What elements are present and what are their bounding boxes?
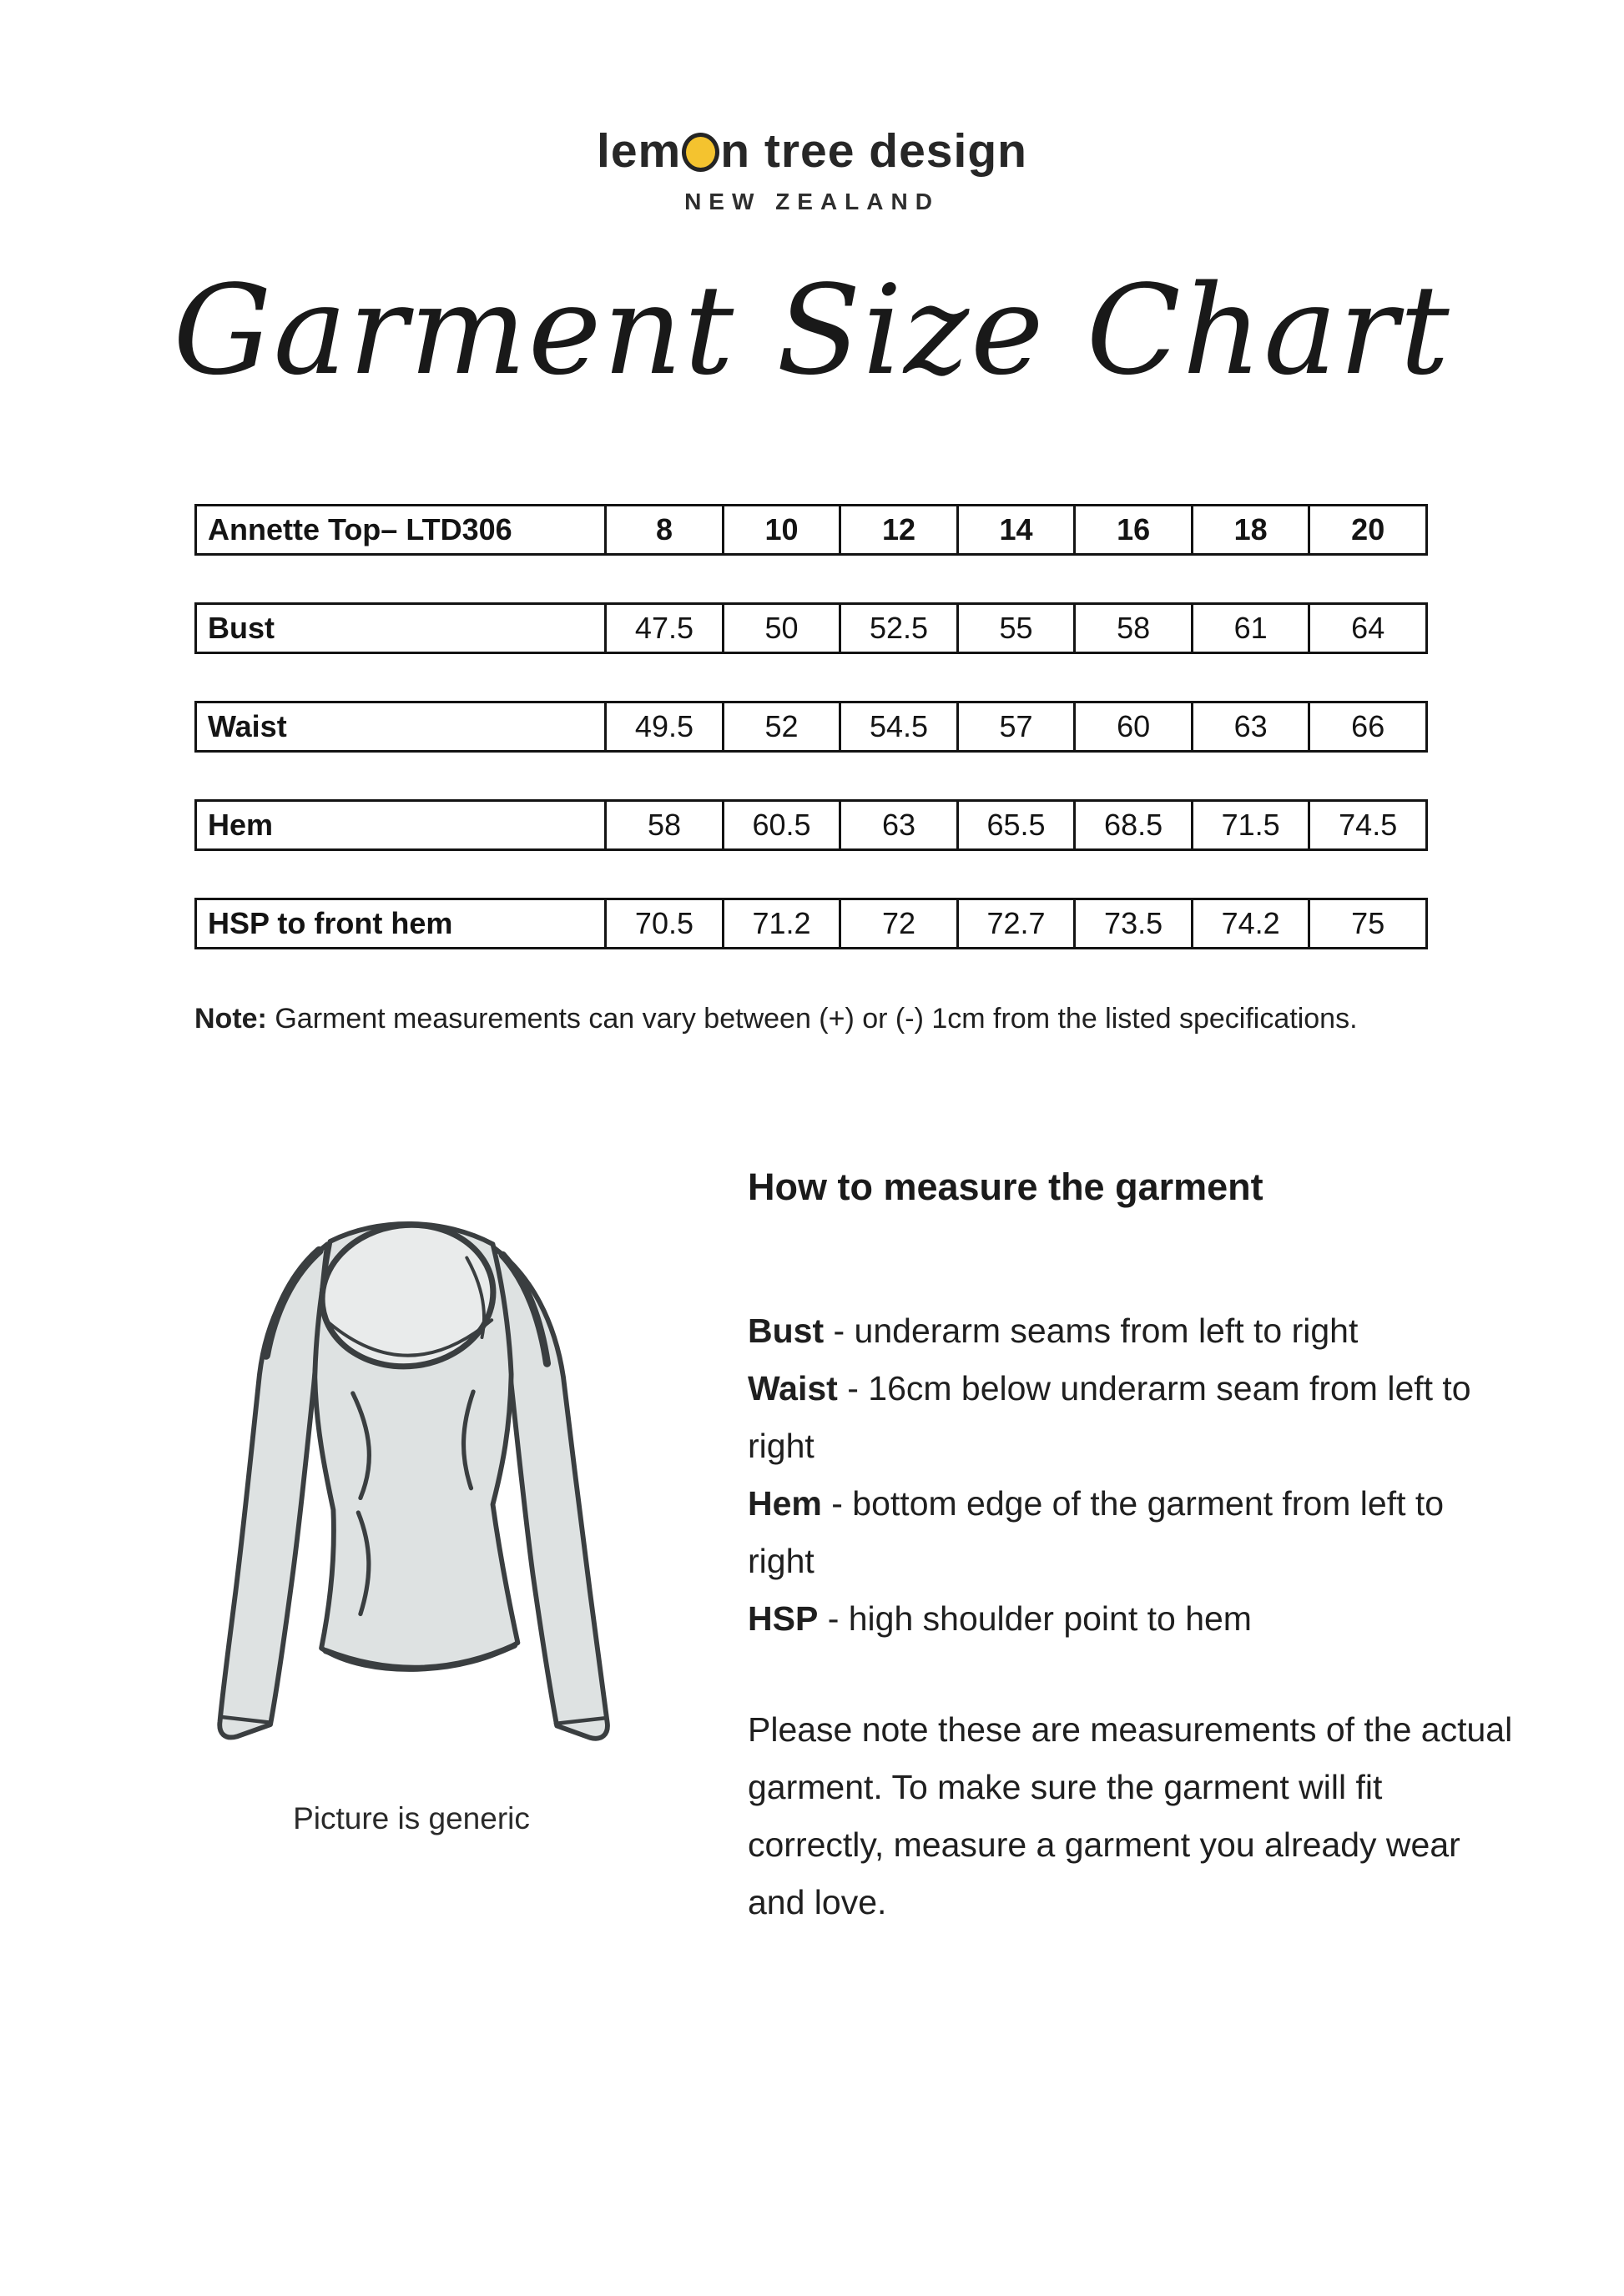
size-table-header-row [194, 504, 1428, 556]
measurement-cell: 72.7 [957, 899, 1075, 949]
size-table-section [194, 504, 1428, 949]
measure-term: Waist [748, 1369, 838, 1407]
measure-desc: - bottom edge of the garment from left to right [748, 1484, 1445, 1580]
measure-term: Hem [748, 1484, 822, 1523]
measurement-cell: 63 [1192, 702, 1309, 752]
measurement-cell: 66 [1309, 702, 1427, 752]
measurement-cell: 68.5 [1075, 801, 1193, 850]
measurement-cell: 74.2 [1192, 899, 1309, 949]
measurement-cell: 71.5 [1192, 801, 1309, 850]
size-table-row-waist [194, 701, 1428, 753]
size-column-header: 18 [1192, 506, 1309, 555]
brand-name [0, 123, 1624, 179]
size-table-row-bust [194, 602, 1428, 654]
row-label: HSP to front hem [208, 906, 453, 940]
measure-item-waist [748, 1369, 1471, 1465]
brand-name-suffix: n tree design [720, 124, 1027, 178]
measurement-cell: 73.5 [1075, 899, 1193, 949]
measure-item-bust [748, 1312, 1358, 1350]
measure-term: Bust [748, 1312, 825, 1350]
measurement-cell: 60.5 [723, 801, 840, 850]
measurement-cell: 49.5 [606, 702, 724, 752]
fit-note-paragraph: Please note these are measurements of the actual garment. To make sure the garment will fit correctly, measure a garment you already wear and love. [748, 1710, 1513, 1921]
measurement-cell: 63 [840, 801, 958, 850]
measurement-cell: 71.2 [723, 899, 840, 949]
measurement-cell: 58 [1075, 604, 1193, 653]
measure-desc: - high shoulder point to hem [818, 1599, 1252, 1638]
brand-country: NEW ZEALAND [684, 189, 940, 214]
size-column-header: 12 [840, 506, 958, 555]
measure-desc: - 16cm below underarm seam from left to right [748, 1369, 1471, 1465]
size-column-header: 16 [1075, 506, 1193, 555]
page-title: Garment Size Chart [173, 259, 1451, 402]
measurement-cell: 75 [1309, 899, 1427, 949]
measurement-cell: 61 [1192, 604, 1309, 653]
lemon-icon [682, 133, 719, 172]
measurement-cell: 55 [957, 604, 1075, 653]
brand-header [0, 0, 1624, 402]
measurement-cell: 74.5 [1309, 801, 1427, 850]
measure-item-hem [748, 1484, 1444, 1580]
size-column-header: 10 [723, 506, 840, 555]
measure-definition-list [748, 1302, 1516, 1648]
size-column-header: 20 [1309, 506, 1427, 555]
tolerance-note [194, 1003, 1624, 1035]
measurement-cell: 52 [723, 702, 840, 752]
measurement-cell: 65.5 [957, 801, 1075, 850]
illustration-caption: Picture is generic [293, 1801, 530, 1835]
measurement-cell: 54.5 [840, 702, 958, 752]
product-label: Annette Top– LTD306 [208, 512, 512, 546]
brand-name-prefix: lem [597, 124, 682, 178]
size-column-header: 14 [957, 506, 1075, 555]
size-table-row-hem [194, 799, 1428, 851]
measurement-cell: 64 [1309, 604, 1427, 653]
measure-desc: - underarm seams from left to right [824, 1312, 1359, 1350]
measurement-cell: 60 [1075, 702, 1193, 752]
garment-sketch-image [140, 1157, 683, 1781]
size-column-header: 8 [606, 506, 724, 555]
measurement-cell: 52.5 [840, 604, 958, 653]
measurement-cell: 72 [840, 899, 958, 949]
how-to-measure-heading: How to measure the garment [748, 1166, 1263, 1208]
measurement-cell: 50 [723, 604, 840, 653]
row-label: Hem [208, 808, 274, 842]
measurement-cell: 70.5 [606, 899, 724, 949]
measurement-cell: 57 [957, 702, 1075, 752]
bottom-section [124, 1157, 1591, 1931]
size-table-row-hsp [194, 898, 1428, 949]
garment-illustration [124, 1157, 699, 1836]
measure-item-hsp [748, 1599, 1252, 1638]
note-text: Garment measurements can vary between (+) or (-) 1cm from the listed specifications. [266, 1003, 1358, 1035]
measurement-cell: 47.5 [606, 604, 724, 653]
note-label: Note: [194, 1003, 267, 1035]
measurement-cell: 58 [606, 801, 724, 850]
how-to-measure-section [748, 1157, 1516, 1931]
measure-term: HSP [748, 1599, 819, 1638]
row-label: Bust [208, 611, 275, 645]
row-label: Waist [208, 709, 287, 743]
